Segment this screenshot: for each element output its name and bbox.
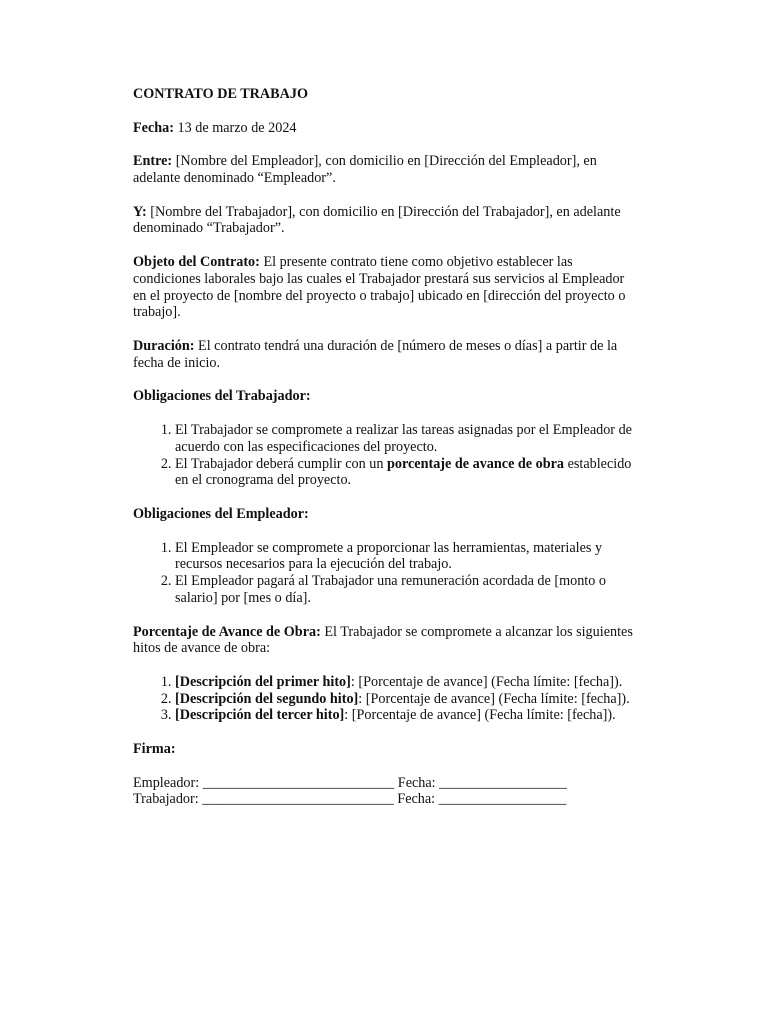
duration-label: Duración:: [133, 337, 195, 354]
list-item: [175, 573, 638, 607]
worker-obligations-list: [133, 422, 638, 489]
contract-document: [133, 86, 638, 808]
signature-heading: Firma:: [133, 741, 176, 758]
date-value: 13 de marzo de 2024: [173, 119, 297, 136]
list-item: [175, 422, 638, 456]
contract-object-text: El presente contrato tiene como objetivo establecer las condiciones laborales bajo las cuales el Trabajador prestará sus servicios al Empleador en el proyecto de [nombre del proyecto o trabajo] ubicado en [dirección del proyecto o trabajo].: [133, 253, 626, 321]
contract-object-label: Objeto del Contrato:: [133, 253, 260, 270]
list-item-text: El Empleador se compromete a proporcionar las herramientas, materiales y recursos necesarios para la ejecución del trabajo.: [175, 539, 603, 573]
duration-paragraph: [133, 338, 638, 372]
work-progress-label: Porcentaje de Avance de Obra:: [133, 623, 321, 640]
list-item: [175, 674, 638, 691]
and-paragraph: [133, 204, 638, 238]
and-text: [Nombre del Trabajador], con domicilio en [Dirección del Trabajador], en adelante denominado “Trabajador”.: [133, 203, 621, 237]
date-paragraph: [133, 120, 638, 137]
employer-signature-line: Empleador: ___________________________ Fecha: __________________: [133, 774, 567, 791]
employer-obligations-list: [133, 540, 638, 607]
milestone-details: : [Porcentaje de avance] (Fecha límite: [fecha]).: [350, 673, 623, 690]
work-progress-paragraph: [133, 624, 638, 658]
worker-obligations-heading: Obligaciones del Trabajador:: [133, 388, 311, 405]
between-text: [Nombre del Empleador], con domicilio en [Dirección del Empleador], en adelante denominado “Empleador”.: [133, 153, 597, 186]
date-label: Fecha:: [133, 119, 174, 136]
milestone-description: [Descripción del tercer hito]: [175, 707, 345, 724]
list-item-text: El Empleador pagará al Trabajador una remuneración acordada de [monto o salario] por [mes o día].: [175, 573, 606, 606]
list-item: [175, 540, 638, 574]
list-item-text: El Trabajador se compromete a realizar las tareas asignadas por el Empleador de acuerdo con las especificaciones del proyecto.: [175, 421, 632, 455]
list-item: [175, 707, 638, 724]
list-item-text: El Trabajador deberá cumplir con un: [175, 455, 387, 472]
milestone-description: [Descripción del segundo hito]: [175, 690, 359, 707]
document-title: CONTRATO DE TRABAJO: [133, 86, 309, 102]
milestone-details: : [Porcentaje de avance] (Fecha límite: [fecha]).: [358, 690, 630, 707]
list-item-bold-text: porcentaje de avance de obra: [386, 455, 565, 472]
worker-signature-line: Trabajador: ___________________________ Fecha: __________________: [133, 791, 567, 808]
milestone-description: [Descripción del primer hito]: [175, 673, 351, 690]
employer-obligations-heading: Obligaciones del Empleador:: [133, 505, 309, 522]
and-label: Y:: [133, 203, 147, 220]
milestone-details: : [Porcentaje de avance] (Fecha límite: [fecha]).: [344, 707, 616, 724]
between-label: Entre:: [133, 153, 173, 170]
between-paragraph: [133, 153, 638, 187]
list-item: [175, 456, 638, 490]
milestones-list: [133, 674, 638, 724]
list-item: [175, 691, 638, 708]
duration-text: El contrato tendrá una duración de [número de meses o días] a partir de la fecha de inicio.: [133, 337, 618, 371]
contract-object-paragraph: [133, 254, 638, 321]
work-progress-text: El Trabajador se compromete a alcanzar los siguientes hitos de avance de obra:: [133, 623, 633, 657]
list-item-text: establecido en el cronograma del proyecto.: [175, 455, 632, 489]
